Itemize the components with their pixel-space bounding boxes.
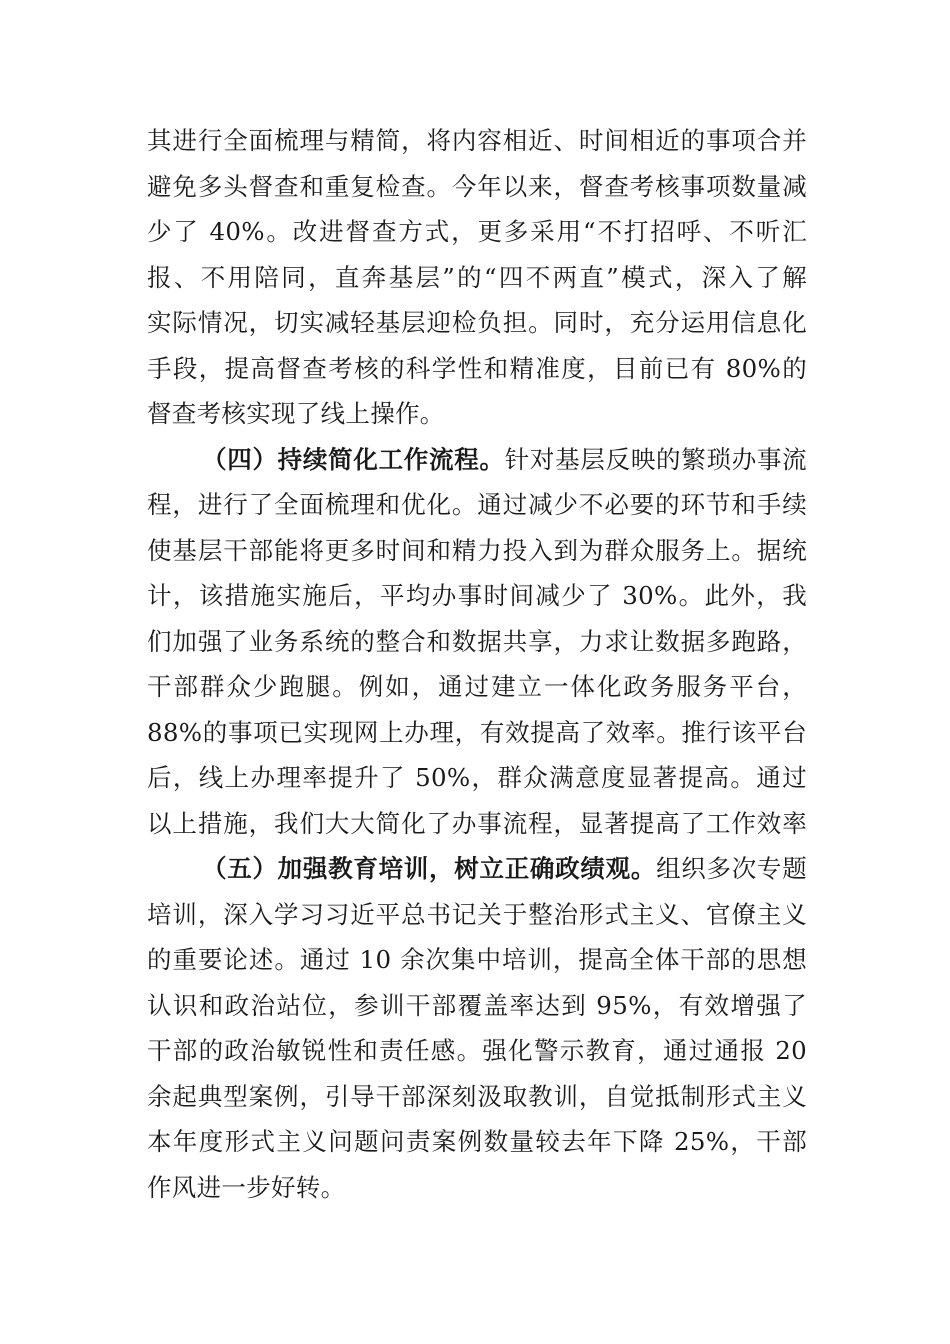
section-heading: （四）持续简化工作流程。 bbox=[202, 444, 505, 474]
text-line: 计，该措施实施后，平均办事时间减少了 30%。此外，我 bbox=[147, 581, 807, 610]
section-heading: （五）加强教育培训，树立正确政绩观。 bbox=[202, 854, 657, 883]
paragraph-first-line bbox=[147, 846, 807, 892]
paragraph-3 bbox=[147, 118, 807, 437]
paragraph-5 bbox=[147, 846, 807, 1210]
text-line: 本年度形式主义问题问责案例数量较去年下降 25%，干部 bbox=[147, 1127, 807, 1156]
text-line: 实际情况，切实减轻基层迎检负担。同时，充分运用信息化 bbox=[147, 308, 807, 337]
text-line: 少了 40%。改进督查方式，更多采用“不打招呼、不听汇 bbox=[147, 217, 807, 246]
text-line: 报、不用陪同，直奔基层”的“四不两直”模式，深入了解 bbox=[147, 262, 807, 292]
paragraph-4 bbox=[147, 437, 807, 847]
text-line: 干部群众少跑腿。例如，通过建立一体化政务服务平台， bbox=[147, 672, 807, 701]
text-line: 干部的政治敏锐性和责任感。强化警示教育，通过通报 20 bbox=[147, 1036, 807, 1065]
text-line: 以上措施，我们大大简化了办事流程，显著提高了工作效率 bbox=[147, 808, 807, 838]
text-line: 手段，提高督查考核的科学性和精准度，目前已有 80%的 bbox=[147, 353, 807, 383]
text-fragment: 组织多次专题 bbox=[656, 854, 807, 883]
text-line: 余起典型案例，引导干部深刻汲取教训，自觉抵制形式主义 bbox=[147, 1081, 807, 1111]
paragraph-first-line bbox=[147, 437, 807, 483]
text-line: 培训，深入学习习近平总书记关于整治形式主义、官僚主义 bbox=[147, 899, 807, 929]
text-line: 其进行全面梳理与精简，将内容相近、时间相近的事项合并 bbox=[147, 126, 807, 155]
text-line: 88%的事项已实现网上办理，有效提高了效率。推行该平台 bbox=[147, 717, 807, 747]
text-line: 后，线上办理率提升了 50%，群众满意度显著提高。通过 bbox=[147, 763, 807, 792]
text-fragment: 针对基层反映的繁琐办事流 bbox=[504, 444, 807, 474]
document-body bbox=[147, 118, 807, 1210]
text-line: 督查考核实现了线上操作。 bbox=[147, 399, 445, 428]
text-line: 的重要论述。通过 10 余次集中培训，提高全体干部的思想 bbox=[147, 945, 807, 974]
text-line: 作风进一步好转。 bbox=[147, 1172, 346, 1202]
text-line: 们加强了业务系统的整合和数据共享，力求让数据多跑路， bbox=[147, 626, 807, 656]
text-line: 程，进行了全面梳理和优化。通过减少不必要的环节和手续 bbox=[147, 490, 807, 519]
text-line: 认识和政治站位，参训干部覆盖率达到 95%，有效增强了 bbox=[147, 990, 807, 1020]
text-line: 避免多头督查和重复检查。今年以来，督查考核事项数量减 bbox=[147, 171, 807, 201]
text-line: 使基层干部能将更多时间和精力投入到为群众服务上。据统 bbox=[147, 535, 807, 565]
